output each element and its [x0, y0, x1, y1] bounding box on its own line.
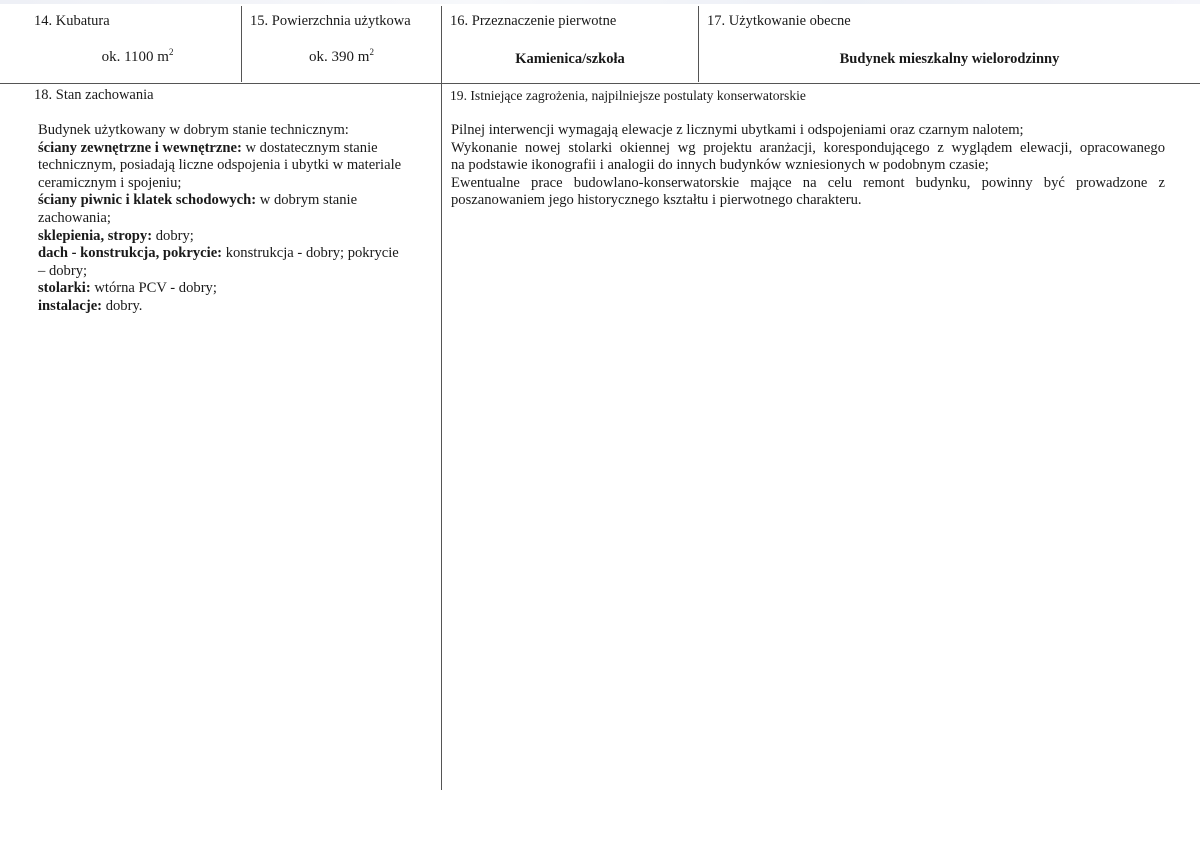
zagrozenia-line: na podstawie ikonografii i analogii do innych budynków wzniesionych w podobnym czasie;	[451, 157, 989, 174]
stan-item: instalacje: dobry.	[38, 297, 143, 314]
stan-label: 18. Stan zachowania	[34, 87, 154, 103]
stan-item: ściany zewnętrzne i wewnętrzne: w dostatecznym stanie	[38, 139, 378, 156]
uzytkowanie-label: 17. Użytkowanie obecne	[707, 13, 851, 29]
divider-col-1	[241, 6, 242, 82]
row-divider	[0, 83, 1200, 84]
stan-item: sklepienia, stropy: dobry;	[38, 227, 194, 244]
zagrozenia-label: 19. Istniejące zagrożenia, najpilniejsze postulaty konserwatorskie	[450, 88, 806, 103]
powierzchnia-label: 15. Powierzchnia użytkowa	[250, 13, 411, 29]
uzytkowanie-value: Budynek mieszkalny wielorodzinny	[839, 51, 1060, 67]
stan-text	[38, 122, 438, 316]
przeznaczenie-value: Kamienica/szkoła	[515, 51, 625, 67]
kubatura-label: 14. Kubatura	[34, 13, 110, 29]
kubatura-value: ok. 1100 $m^2$	[101, 47, 174, 65]
divider-col-2	[441, 6, 442, 790]
scan-top-edge	[0, 0, 1200, 4]
stan-item-cont: ceramicznym i spojeniu;	[38, 174, 182, 191]
przeznaczenie-label: 16. Przeznaczenie pierwotne	[450, 13, 617, 29]
stan-item-cont: technicznym, posiadają liczne odspojenia i ubytki w materiale	[38, 157, 402, 174]
stan-item-cont: zachowania;	[38, 209, 111, 226]
zagrozenia-line: Wykonanie nowej stolarki okiennej wg projektu aranżacji, korespondującego z wyglądem elewacji, opracowanego	[451, 139, 1165, 156]
zagrozenia-line: Pilnej interwencji wymagają elewacje z licznymi ubytkami i odspojeniami oraz czarnym nalotem;	[451, 122, 1024, 138]
stan-item: dach - konstrukcja, pokrycie: konstrukcja - dobry; pokrycie	[38, 245, 399, 262]
zagrozenia-text	[451, 122, 1165, 210]
stan-item: stolarki: wtórna PCV - dobry;	[38, 280, 217, 297]
zagrozenia-line: poszanowaniem jego historycznego kształtu i pierwotnego charakteru.	[451, 192, 862, 209]
zagrozenia-line: Ewentualne prace budowlano-konserwatorskie mające na celu remont budynku, powinny być prowadzone z	[451, 174, 1165, 191]
stan-item-cont: – dobry;	[38, 262, 88, 279]
stan-item: ściany piwnic i klatek schodowych: w dobrym stanie	[38, 192, 358, 209]
stan-intro: Budynek użytkowany w dobrym stanie technicznym:	[38, 122, 349, 138]
divider-col-3	[698, 6, 699, 82]
powierzchnia-value: ok. 390 $m^2$	[309, 47, 374, 65]
